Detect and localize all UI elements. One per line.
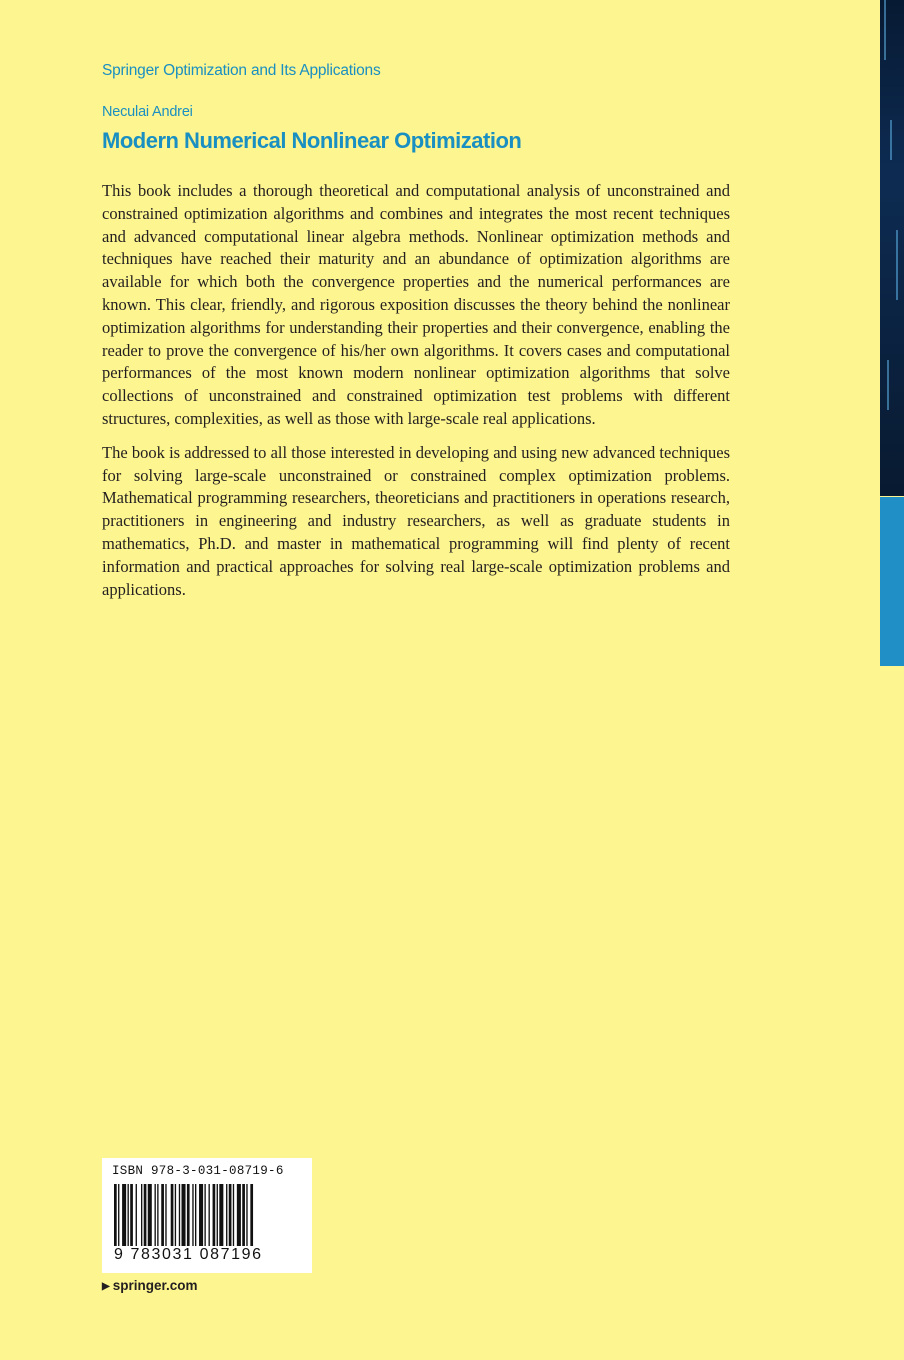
publisher-url: springer.com [112, 1278, 198, 1293]
barcode-digits: 9 783031 087196 [114, 1246, 263, 1263]
cover-art-edge [880, 0, 904, 496]
isbn-label: ISBN 978-3-031-08719-6 [112, 1164, 284, 1178]
series-name: Springer Optimization and Its Applications [102, 62, 381, 79]
publisher-link[interactable] [102, 1278, 197, 1293]
book-title: Modern Numerical Nonlinear Optimization [102, 128, 522, 153]
play-arrow-icon: ▶ [102, 1281, 110, 1292]
barcode-bars [114, 1184, 300, 1246]
author-name: Neculai Andrei [102, 104, 193, 120]
spine-accent-band [880, 497, 904, 666]
isbn-barcode [102, 1158, 312, 1273]
blurb-paragraph-2: The book is addressed to all those interested in developing and using new advanced techniques for solving large-scale unconstrained or constrained complex optimization problems. Mathematical programming researchers, theoreticians and practitioners in operations research, practitioners in engineering and industry researchers, as well as graduate students in mathematics, Ph.D. and master in mathematical programming will find plenty of recent information and practical approaches for solving real large-scale optimization problems and applications. [102, 442, 730, 599]
blurb-paragraph-1: This book includes a thorough theoretical and computational analysis of unconstrained and constrained optimization algorithms and combines and integrates the most recent techniques and advanced computational linear algebra methods. Nonlinear optimization methods and techniques have reached their maturity and an abundance of optimization algorithms are available for which both the convergence properties and the numerical performances are known. This clear, friendly, and rigorous exposition discusses the theory behind the nonlinear optimization algorithms for understanding their properties and their convergence, enabling the reader to prove the convergence of his/her own algorithms. It covers cases and computational performances of the most known modern nonlinear optimization algorithms that solve collections of unconstrained and constrained optimization test problems with different structures, complexities, as well as those with large-scale real applications. [102, 181, 730, 428]
blurb [102, 180, 730, 612]
